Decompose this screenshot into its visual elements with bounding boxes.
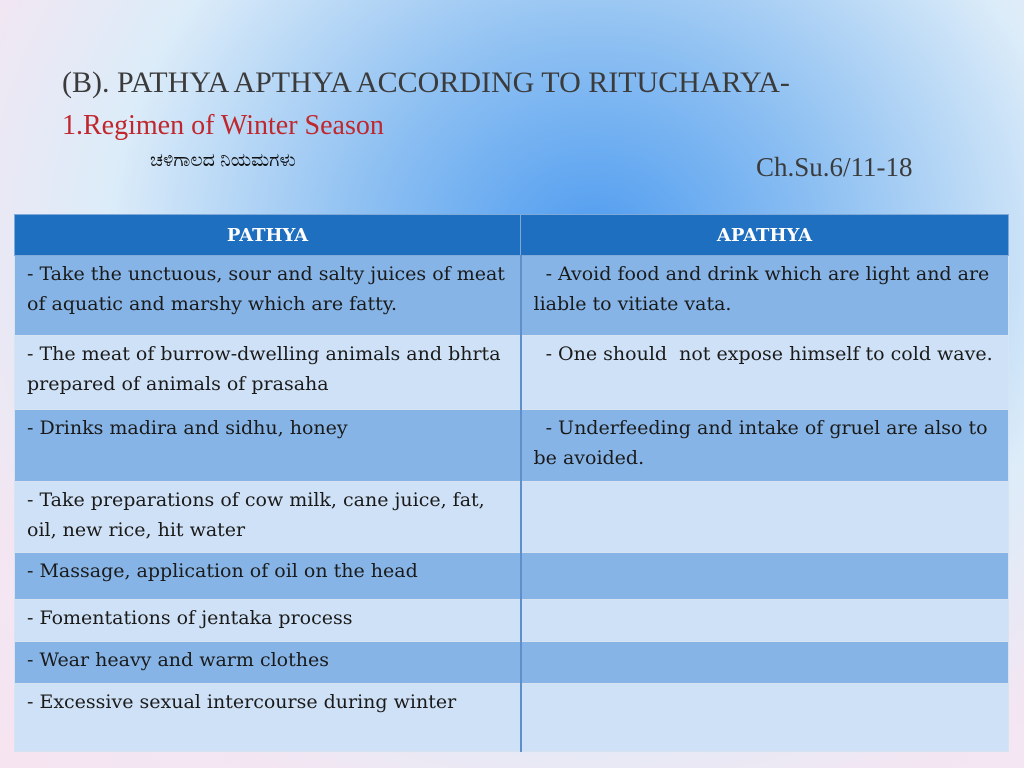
slide-subtitle: 1.Regimen of Winter Season (62, 110, 384, 141)
table-row (15, 600, 1009, 642)
pathya-cell: - Drinks madira and sidhu, honey (15, 410, 521, 482)
table-header-row (15, 215, 1009, 256)
pathya-cell: - Massage, application of oil on the head (15, 553, 521, 600)
pathya-cell: - The meat of burrow-dwelling animals and bhrta prepared of animals of prasaha (15, 336, 521, 410)
header-pathya: PATHYA (15, 215, 521, 256)
apathya-cell: - One should not expose himself to cold wave. (521, 336, 1009, 410)
apathya-cell: - Underfeeding and intake of gruel are also to be avoided. (521, 410, 1009, 482)
kannada-subtitle: ಚಳಿಗಾಲದ ನಿಯಮಗಳು (150, 150, 296, 171)
apathya-cell: - Avoid food and drink which are light and are liable to vitiate vata. (521, 256, 1009, 336)
apathya-cell (521, 642, 1009, 684)
table-row (15, 256, 1009, 336)
table-row (15, 482, 1009, 553)
pathya-cell: - Excessive sexual intercourse during winter (15, 684, 521, 752)
pathya-cell: - Take the unctuous, sour and salty juices of meat of aquatic and marshy which are fatty. (15, 256, 521, 336)
table-row (15, 553, 1009, 600)
apathya-cell (521, 684, 1009, 752)
apathya-cell (521, 600, 1009, 642)
table-row (15, 336, 1009, 410)
table-row (15, 410, 1009, 482)
regimen-table-container (14, 214, 1008, 752)
slide-title: (B). PATHYA APTHYA ACCORDING TO RITUCHARYA- (62, 66, 790, 99)
regimen-table (14, 214, 1009, 752)
table-row (15, 642, 1009, 684)
pathya-cell: - Take preparations of cow milk, cane juice, fat, oil, new rice, hit water (15, 482, 521, 553)
header-apathya: APATHYA (521, 215, 1009, 256)
pathya-cell: - Fomentations of jentaka process (15, 600, 521, 642)
apathya-cell (521, 553, 1009, 600)
table-row (15, 684, 1009, 752)
apathya-cell (521, 482, 1009, 553)
reference-citation: Ch.Su.6/11-18 (756, 152, 913, 182)
pathya-cell: - Wear heavy and warm clothes (15, 642, 521, 684)
